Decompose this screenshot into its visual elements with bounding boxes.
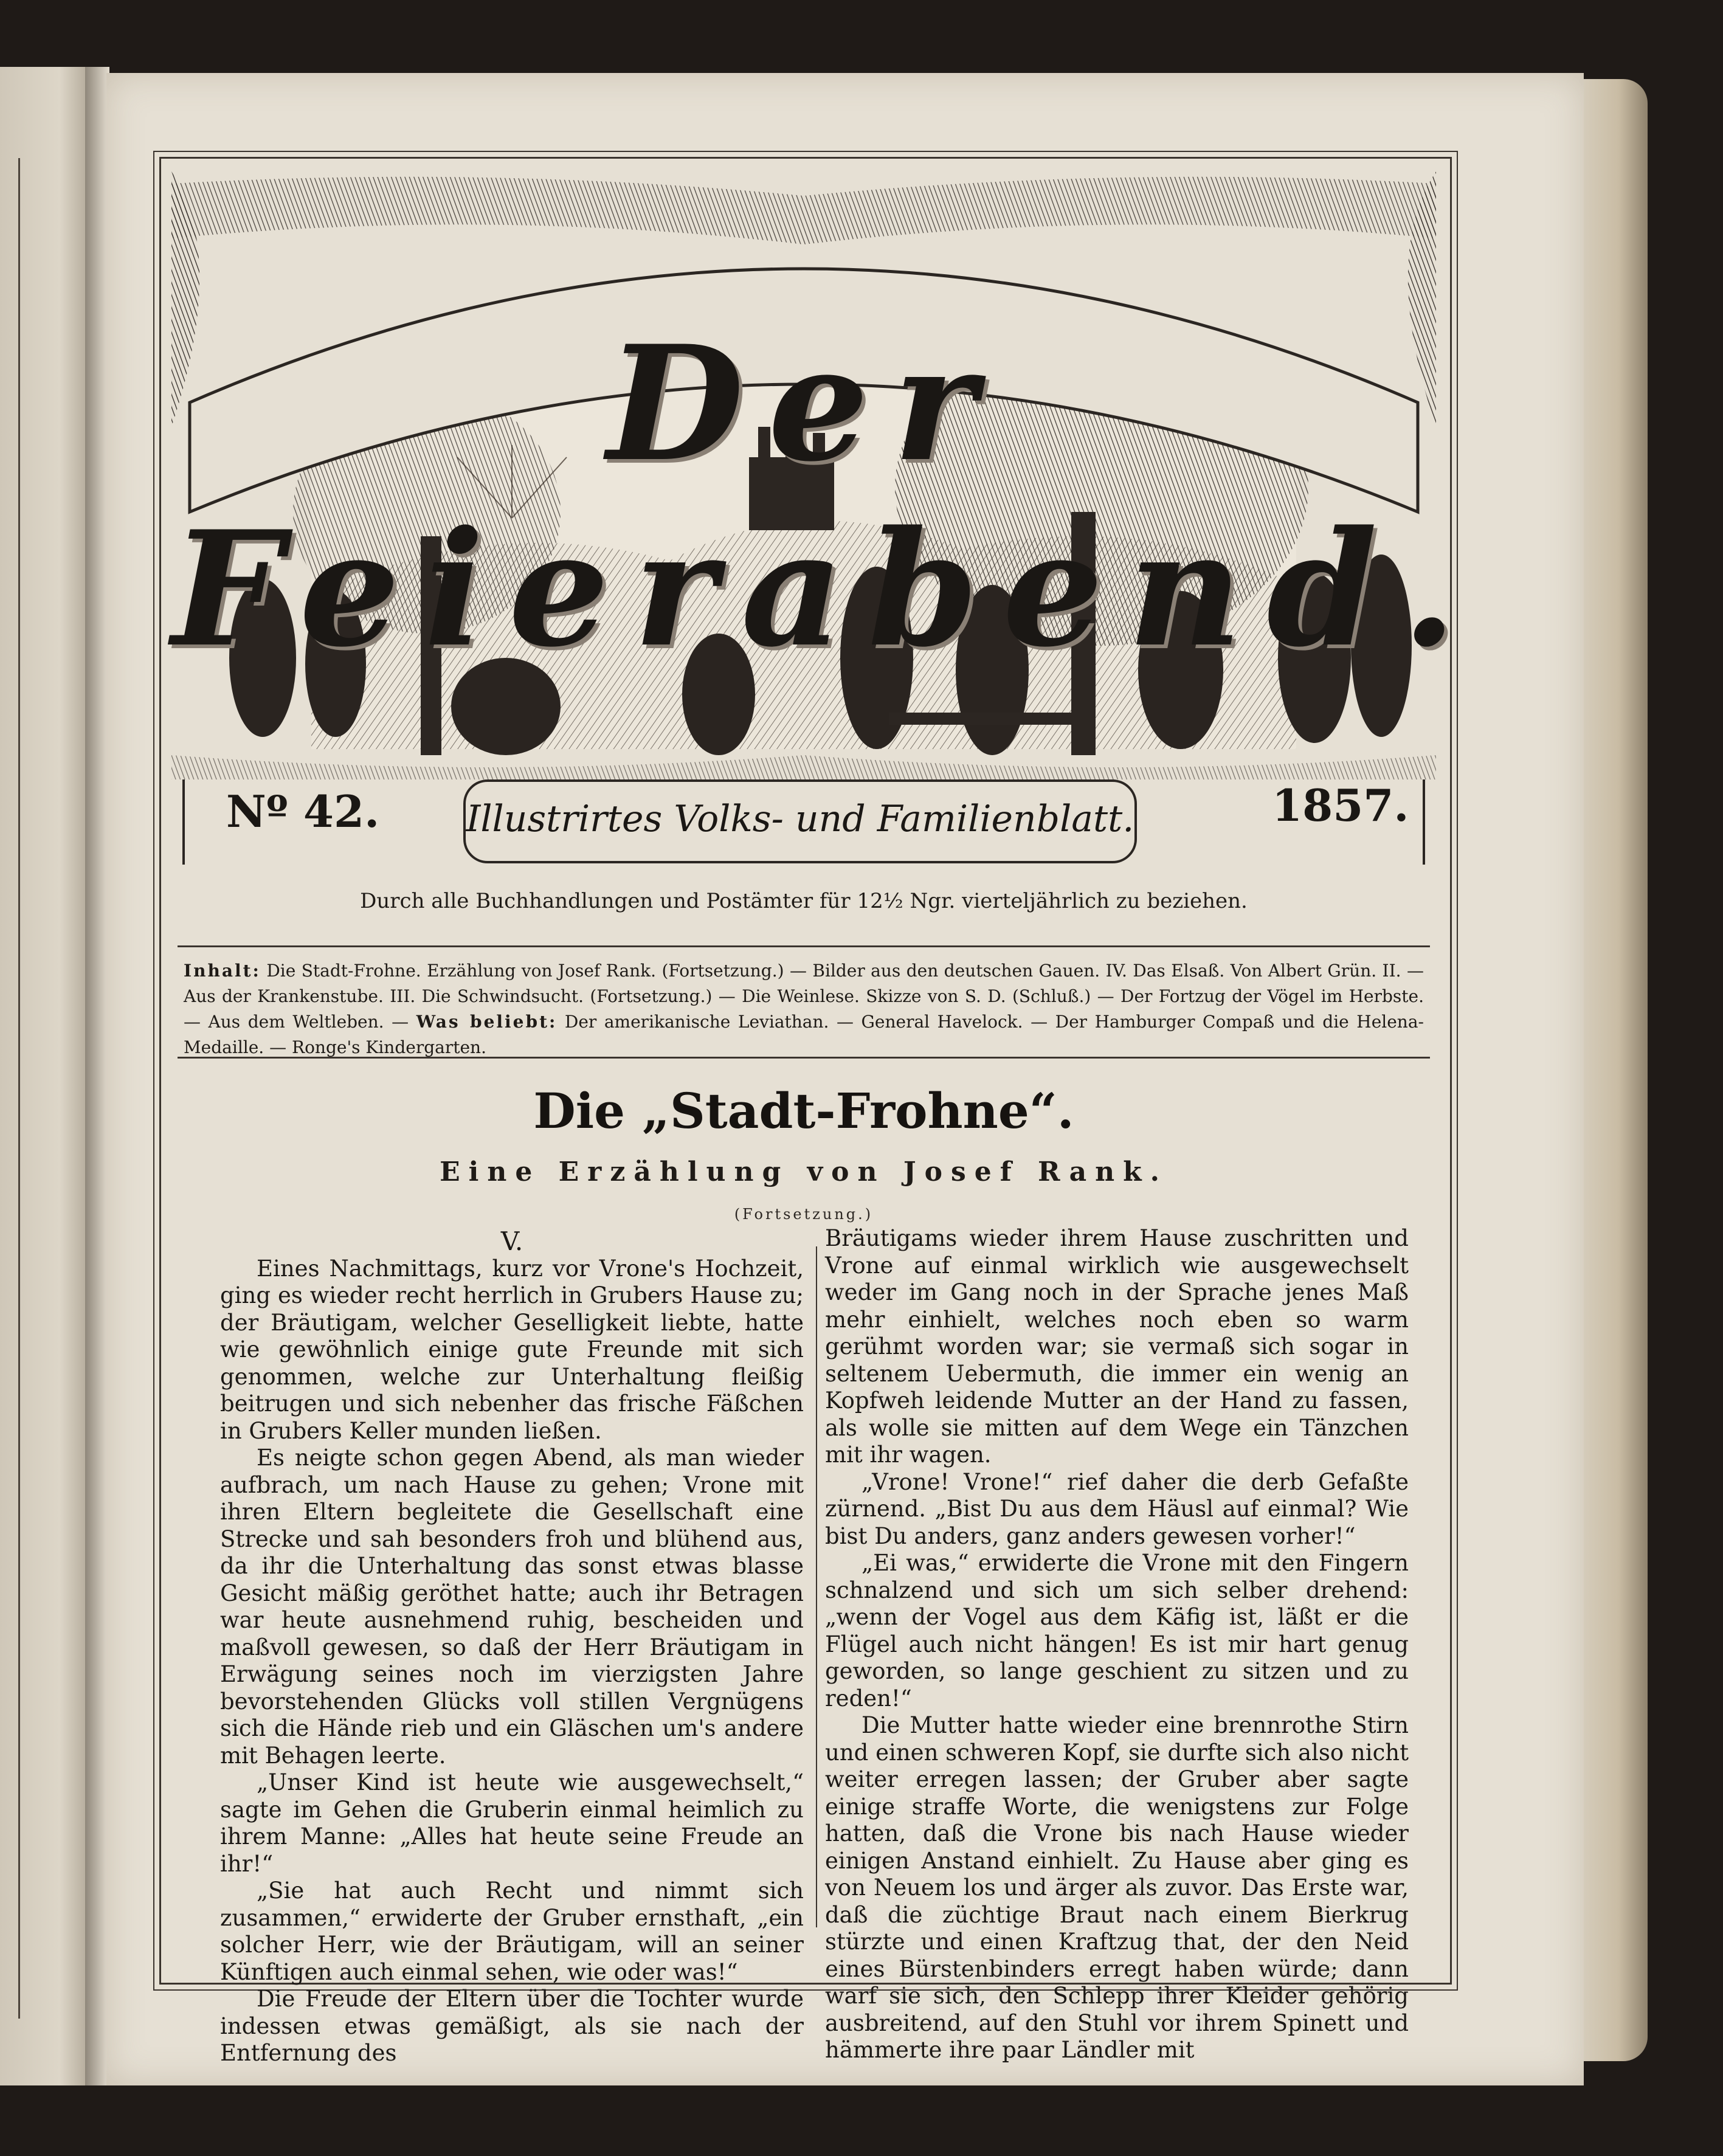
distribution-line: Durch alle Buchhandlungen und Postämter für 12½ Ngr. vierteljährlich zu beziehen. <box>360 889 1248 913</box>
was-beliebt-label: Was beliebt: <box>416 1012 558 1032</box>
masthead <box>171 171 1481 877</box>
issue-year: 1857. <box>1272 779 1409 831</box>
chapter-number: V. <box>500 1226 523 1256</box>
paragraph: „Unser Kind ist heute wie ausgewechselt,“ sagte im Gehen die Gruberin einmal heimlich zu ihrem Manne: „Alles hat heute seine Freude an ihr!“ <box>220 1769 804 1877</box>
left-page-edge <box>0 67 85 2085</box>
article-column-left <box>220 1228 804 2067</box>
book-gutter <box>85 67 109 2085</box>
table-of-contents <box>178 945 1430 1059</box>
article-subtitle: Eine Erzählung von Josef Rank. <box>440 1156 1168 1187</box>
worn-page-edge <box>1575 79 1648 2061</box>
article-column-right <box>825 1225 1409 2064</box>
paragraph: Eines Nachmittags, kurz vor Vrone's Hochzeit, ging es wieder recht herrlich in Grubers Hause zu; der Bräutigam, welcher Geselligkeit liebte, hatte wie gewöhnlich einige gute Freunde mit sich genommen, welche zur Unterhaltung fleißig beitrugen und sich nebenher das frische Fäßchen in Grubers Keller munden ließen. <box>220 1255 804 1444</box>
subtitle-banner <box>463 779 1137 863</box>
masthead-subtitle: Illustrirtes Volks- und Familienblatt. <box>466 798 1134 840</box>
paragraph: Bräutigams wieder ihrem Hause zuschritten und Vrone auf einmal wirklich wie ausgewechselt weder im Gang noch in der Sprache jenes Maß mehr einhielt, welches noch eben so warm gerühmt worden war; sie vermaß sich sogar in seltenem Uebermuth, die immer ein wenig an Kopfweh leidende Mutter an der Hand zu fassen, als wolle sie mitten auf dem Wege ein Tänzchen mit ihr wagen. <box>825 1225 1409 1468</box>
paragraph: „Ei was,“ erwiderte die Vrone mit den Fingern schnalzend und sich um sich selber drehend: „wenn der Vogel aus dem Käfig ist, läßt er die Flügel auch nicht hängen! Es ist mir hart genug geworden, so lange geschient zu sitzen und zu reden!“ <box>825 1550 1409 1712</box>
was-beliebt-body: Der amerikanische Leviathan. — General Havelock. — Der Hamburger Compaß und die Helena-Medaille. — Ronge's Kindergarten. <box>184 1012 1424 1057</box>
column-divider <box>816 1246 817 1927</box>
continued-note: (Fortsetzung.) <box>734 1206 874 1223</box>
vine-border-top <box>171 177 1436 244</box>
article-title: Die „Stadt-Frohne“. <box>533 1082 1074 1139</box>
paragraph: Es neigte schon gegen Abend, als man wieder aufbrach, um nach Hause zu gehen; Vrone mit ihren Eltern begleitete die Gesellschaft eine Strecke und sah besonders froh und blühend aus, da ihr die Unterhaltung das sonst etwas blasse Gesicht mäßig geröthet hatte; auch ihr Betragen war heute ausnehmend ruhig, bescheiden und maßvoll gewesen, so daß der Herr Bräutigam in Erwägung seines noch im vierzigsten Jahre bevorstehenden Glücks voll stillen Vergnügens sich die Hände rieb und ein Gläschen um's andere mit Behagen leerte. <box>220 1445 804 1769</box>
paragraph: „Vrone! Vrone!“ rief daher die derb Gefaßte zürnend. „Bist Du aus dem Häusl auf einmal? Wie bist Du anders, ganz anders gewesen vorher!“ <box>825 1468 1409 1549</box>
table <box>889 713 1071 725</box>
paragraph: „Sie hat auch Recht und nimmt sich zusammen,“ erwiderte der Gruber ernsthaft, „ein solcher Herr, wie der Bräutigam, will an seiner Künftigen auch einmal sehen, wie oder was!“ <box>220 1878 804 1985</box>
contents-label: Inhalt: <box>184 961 261 981</box>
contents-text <box>184 958 1424 1060</box>
article-header <box>159 1082 1448 1223</box>
paragraph: Die Mutter hatte wieder eine brennrothe Stirn und einen schweren Kopf, sie durfte sich also nicht weiter erregen lassen; der Gruber aber sagte einige straffe Worte, die wenigstens zur Folge hatten, daß die Vrone bis nach Hause wieder einigen Anstand einhielt. Zu Hause aber ging es von Neuem los und ärger als zuvor. Das Erste war, daß die züchtige Braut nach einem Bierkrug stürzte und einen Kraftzug that, der den Neid eines Bürstenbinders erregt haben würde; dann warf sie sich, den Schlepp ihrer Kleider gehörig ausbreitend, auf den Stuhl vor ihrem Spinett und hämmerte ihre paar Ländler mit <box>825 1712 1409 2063</box>
issue-number: Nº 42. <box>226 786 380 837</box>
paragraph: Die Freude der Eltern über die Tochter wurde indessen etwas gemäßigt, als sie nach der Entfernung des <box>220 1986 804 2066</box>
contents-body: Die Stadt-Frohne. Erzählung von Josef Rank. (Fortsetzung.) — Bilder aus den deutschen Gauen. IV. Das Elsaß. Von Albert Grün. II. — Aus der Krankenstube. III. Die Schwindsucht. (Fortsetzung.) — Die Weinlese. Skizze von S. D. (Schluß.) — Der Fortzug der Vögel im Herbste. — Aus dem Weltleben. — <box>184 961 1424 1032</box>
masthead-title: Der Feierabend. <box>171 311 1481 682</box>
